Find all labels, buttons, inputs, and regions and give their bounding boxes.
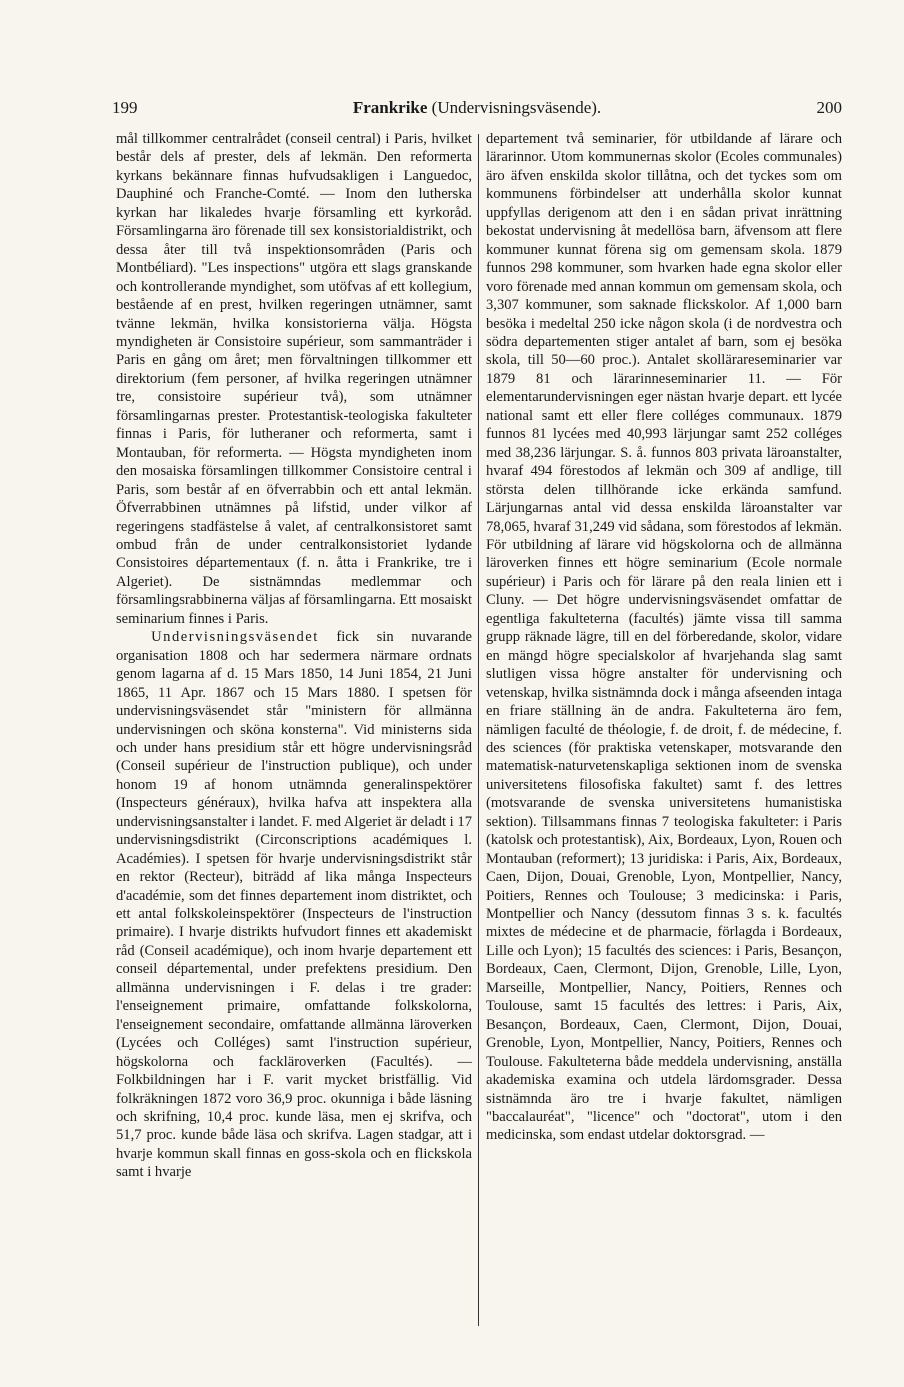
running-title-sub: (Undervisningsväsende). (431, 98, 602, 117)
left-paragraph-2-text: fick sin nuvarande organisation 1808 och har sedermera närmare ordnats genom lagarna af d. 15 Mars 1850, 14 Juni 1854, 21 Juni 1865, 11 Apr. 1867 och 15 Mars 1880. I spetsen för undervisningsväsendet står "ministern för allmänna undervisningen och sköna konsterna". Vid ministerns sida och under hans presidium står ett högre undervisningsråd (Conseil supérieur de l'instruction publique), och under honom 19 af honom utnämnda generalinspektörer (Inspecteurs généraux), hvilka hafva att inspektera alla undervisningsanstalter i landet. F. med Algeriet är deladt i 17 undervisningsdistrikt (Circonscriptions académiques l. Académies). I spetsen för hvarje undervisningsdistrikt står en rektor (Recteur), biträdd af lika många Inspecteurs d'académie, som det finnes departement inom distriktet, och ett antal folkskoleinspektörer (Inspecteurs de l'instruction primaire). I hvarje distrikts hufvudort finnes ett akademiskt råd (Conseil académique), och inom hvarje departement ett conseil départemental, under prefektens presidium. Den allmänna undervisningen i F. delas i tre grader: l'enseignement primaire, omfattande folkskolorna, l'enseignement secondaire, omfattande allmänna läroverken (Lycées och Colléges) samt l'instruction supérieur, högskolorna och fackläroverken (Facultés). — Folkbildningen har i F. varit mycket bristfällig. Vid folkräkningen 1872 voro 36,9 proc. okunniga i både läsning och skrifning, 10,4 proc. kunde läsa, men ej skrifva, och 51,7 proc. kunde både läsa och skrifva. Lagen stadgar, att i hvarje kommun skall finnas en goss-skola och en flickskola samt i hvarje (116, 629, 472, 1181)
left-paragraph-1: mål tillkommer centralrådet (conseil central) i Paris, hvilket består dels af prester, dels af lekmän. Den reformerta kyrkans bekännare finnas hufvudsakligen i Languedoc, Dauphiné och Franche-Comté. — Inom den lutherska kyrkan har likaledes hvarje församling ett kyrkoråd. Församlingarna äro förenade till sex konsistorialdistrikt, och dessa åter till två inspektionsområden (Paris och Montbéliard). "Les inspections" utgöra ett slags granskande och kontrollerande myndighet, som utöfvas af ett kollegium, bestående af en prest, hvilken regeringen utnämner, samt tvänne lekmän, hvilka konsistorierna välja. Högsta myndigheten är Consistoire supérieur, som sammanträder i Paris en gång om året; men förvaltningen tillkommer ett direktorium (fem personer, af hvilka regeringen utnämner tre, consistoire supérieur två), som utnämner församlingarnas prester. Protestantisk-teologiska fakulteter finnas i Paris, för lutheraner och reformerta, samt i Montauban, för reformerta. — Högsta myndigheten inom den mosaiska församlingen tillkommer Consistoire central i Paris, som består af en öfverrabbin och ett antal lekmän. Öfverrabbinen utnämnes på lifstid, under vilkor af regeringens stadfästelse å valet, af centralkonsistoret samt ombud från de under centralkonsistoriet lydande Consistoires départementaux (f. n. åtta i Frankrike, tre i Algeriet). De sistnämndas medlemmar och församlingsrabbinerna väljas af församlingarna. Ett mosaiskt seminarium finnes i Paris. (116, 131, 472, 627)
page-number-right: 200 (816, 98, 842, 117)
right-paragraph-1: departement två seminarier, för utbildande af lärare och lärarinnor. Utom kommunernas skolor (Ecoles communales) äro äfven enskilda skolor tillåtna, och det tyckes som om kommunens förbindelser att underhålla skolor kunnat uppfyllas derigenom att den i en sådan privat inrättning bekostat undervisning åt medellösa barn, äfvensom att flere kommuner kunnat förena sig om gemensam skola. 1879 funnos 298 kommuner, som hvarken hade egna skolor eller voro förenade med annan kommun om gemensam skola, och 3,307 kommuner, som saknade flickskolor. Af 1,000 barn besöka i medeltal 250 icke någon skola (i de nordvestra och södra departementen stiger antalet af barn, som ej besöka skola, till 50—60 proc.). Antalet skollärareseminarier var 1879 81 och lärarinneseminarier 11. — För elementarundervisningen eger nästan hvarje depart. ett lycée national samt ett eller flere colléges communaux. 1879 funnos 81 lycées med 40,993 lärjungar samt 252 colléges med 38,236 lärjungar. S. å. funnos 803 privata läroanstalter, hvaraf 494 förestodos af lekmän och 309 af andlige, till största delen tillhörande icke erkända samfund. Lärjungarnas antal vid dessa enskilda läroanstalter var 78,065, hvaraf 31,249 vid sådana, som förestodos af lekmän. För utbildning af lärare vid högskolorna och de allmänna läroverken finnes ett högre seminarium (Ecole normale supérieur) i Paris och för lärare på den reala linien ett i Cluny. — Det högre undervisningsväsendet omfattar de egentliga fakulteterna (facultés) jämte vissa till samma grupp räknade lägre, till en del förberedande, skolor, vidare en mängd högre specialskolor af hvarjehanda slag samt slutligen vissa högre anstalter för undervisning och vetenskap, hvilka sistnämnda dock i många afseenden intaga en friare ställning än de andra. Fakulteterna äro fem, nämligen faculté de théologie, f. de droit, f. de médecine, f. des sciences (för praktiska vetenskaper, motsvarande den matematisk-naturvetenskapliga sektionen inom de svenska universitetens filosofiska fakultet) samt f. des lettres (motsvarande de svenska universitetens humanistiska sektion). Tillsammans finnas 7 teologiska fakulteter: i Paris (katolsk och protestantisk), Aix, Bordeaux, Lyon, Rouen och Montauban (reformert); 13 juridiska: i Paris, Aix, Bordeaux, Caen, Dijon, Douai, Grenoble, Lyon, Montpellier, Nancy, Poitiers, Rennes och Toulouse; 3 medicinska: i Paris, Montpellier och Nancy (dessutom finnas 3 s. k. facultés mixtes de médecine et de pharmacie, förlagda i Bordeaux, Lille och Lyon); 15 facultés des sciences: i Paris, Besançon, Bordeaux, Caen, Clermont, Dijon, Grenoble, Lille, Lyon, Marseille, Montpellier, Nancy, Poitiers, Rennes och Toulouse, samt 15 facultés des lettres: i Paris, Aix, Besançon, Bordeaux, Caen, Clermont, Dijon, Douai, Grenoble, Lyon, Montpellier, Nancy, Poitiers, Rennes och Toulouse. Fakulteterna både meddela undervisning, anställa akademiska examina och utdela lärdomsgrader. Dessa sistnämnda äro tre i hvarje fakultet, nämligen "baccalauréat", "licence" och "doctorat", utom i den medicinska, som endast utdelar doktorsgrad. — (486, 131, 842, 1144)
column-divider (478, 134, 479, 1326)
section-heading-undervisningsvasendet: Undervisningsväsendet (151, 629, 319, 646)
running-title-main: Frankrike (352, 98, 428, 117)
left-column (116, 130, 472, 1182)
left-paragraph-2 (116, 628, 472, 1182)
page-header (112, 98, 842, 122)
right-column (486, 130, 842, 1145)
page-number-left: 199 (112, 98, 138, 117)
running-title (112, 98, 842, 118)
